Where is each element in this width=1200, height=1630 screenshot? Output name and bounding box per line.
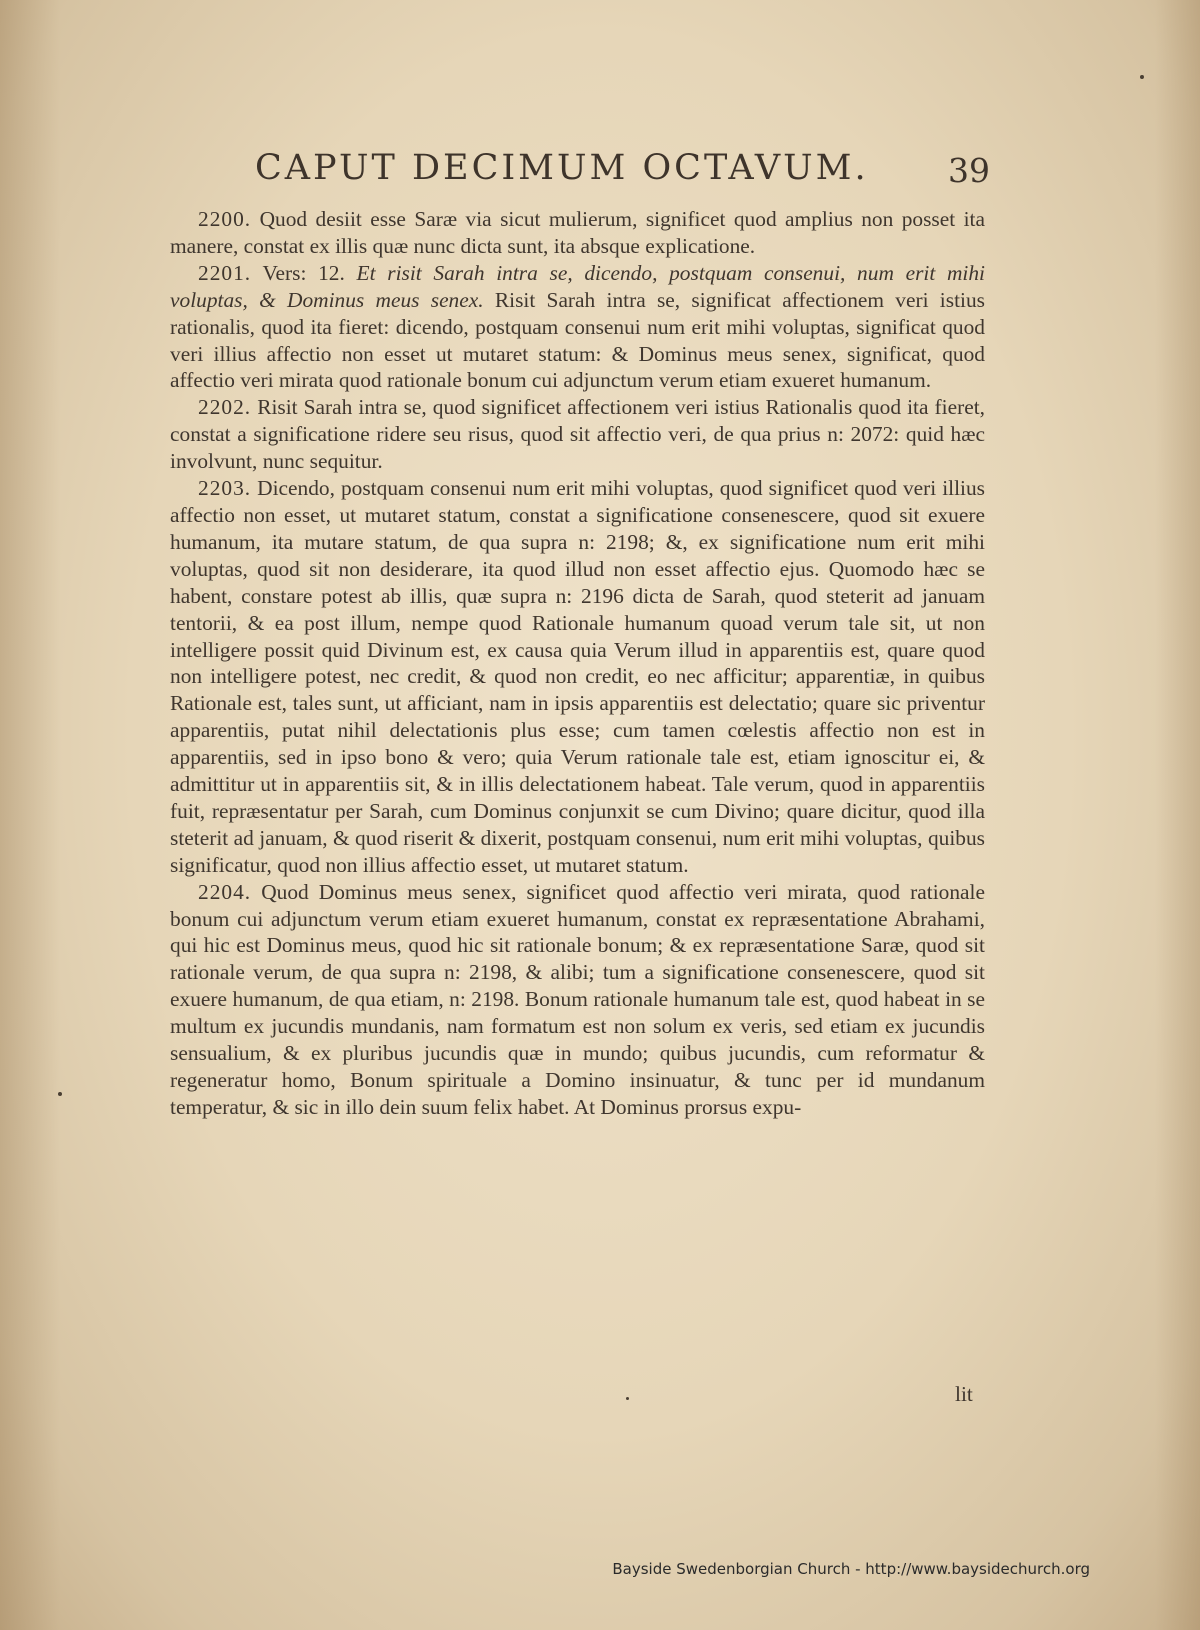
paragraph-2200	[170, 206, 985, 260]
paragraph-2203	[170, 475, 985, 879]
paragraph-2204	[170, 879, 985, 1121]
paragraph-text: Dicendo, postquam consenui num erit mihi voluptas, quod significet quod veri illius affectio non esset, ut mutaret statum, constat a significatione consenescere, quod sit exuere humanum, ita mutare statum, de qua supra n: 2198; &, ex significatione num erit mihi voluptas, quod sit non desiderare, ita quod illud non esset affectio ejus. Quomodo hæc se habent, constare potest ab illis, quæ supra n: 2196 dicta de Sarah, quod steterit ad januam tentorii, & ea post illum, nempe quod Rationale humanum quoad verum tale sit, ut non intelligere possit quid Divinum est, ex causa quia Verum illud in apparentiis est, quare quod non intelligere potest, nec credit, & quod non credit, eo nec afficitur; apparentiæ, in quibus Rationale est, tales sunt, ut afficiant, nam in ipsis apparentiis est delectatio; quare sic priventur apparentiis, putat nihil delectationis plus esse; cum tamen cœlestis affectio non est in apparentiis, sed in ipso bono & vero; quia Verum rationale tale est, etiam ignoscitur ei, & admittitur ut in apparentiis sit, & in illis delectationem habeat. Tale verum, quod in apparentiis fuit, repræsentatur per Sarah, cum Dominus conjunxit se cum Divino; quare dicitur, quod illa steterit ad januam, & quod riserit & dixerit, postquam consenui, num erit mihi voluptas, quibus significatur, quod non illius affectio esset, ut mutaret statum.	[170, 476, 985, 877]
paper-speck	[58, 1092, 62, 1096]
paragraph-2201	[170, 260, 985, 395]
page-header	[255, 148, 1000, 198]
paragraph-text: Quod desiit esse Saræ via sicut mulierum, significet quod amplius non posset ita manere, constat ex illis quæ nunc dicta sunt, ita absque explicatione.	[170, 207, 985, 258]
paper-speck	[1140, 75, 1144, 79]
paragraph-text: Risit Sarah intra se, quod significet affectionem veri istius Rationalis quod ita fieret, constat a significatione ridere seu risus, quod sit affectio veri, de qua prius n: 2072: quid hæc involvunt, nunc sequitur.	[170, 395, 985, 474]
paragraph-number: 2202.	[198, 395, 252, 420]
paragraph-number: 2201.	[198, 260, 252, 285]
paragraph-number: 2203.	[198, 476, 252, 501]
paragraph-text: Quod Dominus meus senex, significet quod affectio veri mirata, quod rationale bonum cui adjunctum verum etiam exueret humanum, constat ex repræsentatione Abrahami, qui hic est Dominus meus, quod hic sit rationale bonum; & ex repræsentatione Saræ, quod sit rationale verum, de qua supra n: 2198, & alibi; tum a significatione consenescere, quod sit exuere humanum, de qua etiam, n: 2198. Bonum rationale humanum tale est, quod habeat in se multum ex jucundis mundanis, nam formatum est non solum ex veris, sed etiam ex jucundis sensualium, & ex pluribus jucundis quæ in mundo; quibus jucundis, cum reformatur & regeneratur homo, Bonum spirituale a Domino insinuatur, & tunc per id mundanum temperatur, & sic in illo dein suum felix habet. At Dominus prorsus expu-	[170, 879, 985, 1119]
paragraph-number: 2200.	[198, 207, 252, 231]
source-credit: Bayside Swedenborgian Church - http://www.baysidechurch.org	[612, 1560, 1090, 1578]
paper-speck	[626, 1397, 629, 1400]
paragraph-number: 2204.	[198, 879, 252, 904]
verse-reference: Vers: 12.	[262, 260, 345, 285]
catchword: lit	[955, 1382, 973, 1406]
scripture-quote: Et risit Sarah intra se, dicendo, postquam consenui, num erit mihi voluptas, & Dominus meus senex.	[170, 260, 986, 312]
running-head: CAPUT DECIMUM OCTAVUM.	[255, 148, 869, 188]
paragraph-2202	[170, 394, 985, 475]
page-number: 39	[948, 151, 990, 190]
paragraph-text: Risit Sarah intra se, significat affectionem veri istius rationalis, quod ita fieret: dicendo, postquam consenui num erit mihi voluptas, significat quod veri illius affectio non esset ut mutaret statum: & Dominus meus senex, significat, quod affectio veri mirata quod rationale bonum cui adjunctum verum etiam exueret humanum.	[170, 287, 985, 393]
body-text	[170, 206, 985, 1121]
